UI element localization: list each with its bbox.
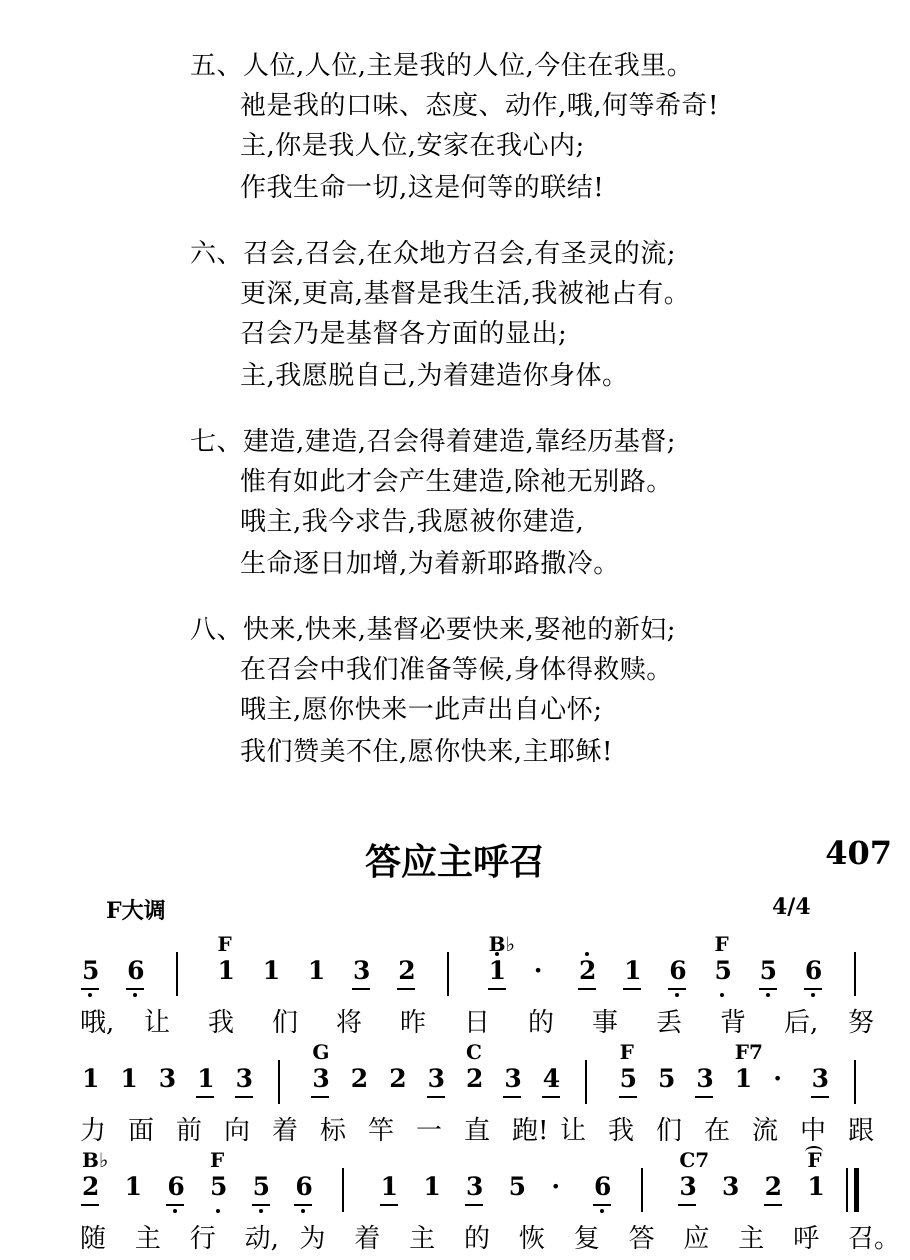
note: 5: [252, 1172, 271, 1201]
note: 3: [312, 1064, 330, 1093]
note: 6: [127, 956, 145, 985]
eighth-underline: [695, 1096, 713, 1098]
fermata-icon: [805, 1146, 823, 1158]
eighth-underline: [668, 988, 686, 990]
lyric-syllable: 前: [176, 1116, 203, 1146]
note: 5: [759, 956, 778, 985]
note: 6: [167, 1172, 185, 1201]
lyric-syllable: 主: [738, 1224, 765, 1254]
lyric-syllable: 我: [608, 1116, 635, 1146]
lyric-syllable: 将: [336, 1008, 363, 1038]
lyric-syllable: 竿: [368, 1116, 395, 1146]
note: 2: [350, 1064, 369, 1093]
lyric-syllable: 复: [573, 1224, 600, 1254]
octave-dot-below: [811, 993, 815, 997]
lyric-syllable: 们: [656, 1116, 683, 1146]
eighth-underline: [764, 1204, 782, 1206]
lyric-syllable: 面: [128, 1116, 155, 1146]
chord-symbol: C: [466, 1040, 482, 1064]
verse-7-line-1: 七、建造,建造,召会得着建造,靠经历基督;: [190, 427, 677, 457]
lyric-syllable: 力: [80, 1116, 107, 1146]
note: 3: [811, 1064, 829, 1093]
eighth-underline: [235, 1096, 253, 1098]
eighth-underline: [126, 988, 144, 990]
eighth-underline: [578, 988, 596, 990]
lyric-syllable: 让: [560, 1116, 587, 1146]
barline: [176, 952, 178, 996]
verse-5-line-1: 五、人位,人位,主是我的人位,今住在我里。: [190, 51, 694, 81]
octave-dot-below: [301, 1209, 305, 1213]
note: 1: [807, 1172, 825, 1201]
eighth-underline: [593, 1204, 611, 1206]
final-barline: [854, 1168, 859, 1212]
lyric-syllable: 主: [409, 1224, 436, 1254]
octave-dot-below: [216, 1209, 220, 1213]
lyric-syllable: 后,: [784, 1008, 819, 1038]
note: 3: [722, 1172, 740, 1201]
eighth-underline: [166, 1204, 184, 1206]
verse-6-line-4: 主,我愿脱自己,为着建造你身体。: [240, 361, 629, 391]
lyric-syllable: 中: [800, 1116, 827, 1146]
note: 1: [82, 1064, 100, 1093]
verse-6-line-2: 更深,更高,基督是我生活,我被祂占有。: [240, 279, 691, 309]
note: 1: [120, 1064, 138, 1093]
final-barline-thin: [846, 1168, 848, 1212]
chord-symbol: F: [714, 932, 729, 956]
verse-7-line-2: 惟有如此才会产生建造,除祂无别路。: [240, 467, 673, 497]
note: 5: [658, 1064, 676, 1093]
dot-extension: ·: [551, 1172, 561, 1201]
eighth-underline: [397, 988, 415, 990]
verse-5-line-2: 祂是我的口味、态度、动作,哦,何等希奇!: [240, 91, 719, 121]
barline: [854, 952, 856, 996]
note: 1: [307, 956, 326, 985]
note: 1: [624, 956, 642, 985]
lyric-syllable: 流: [752, 1116, 779, 1146]
eighth-underline: [759, 988, 777, 990]
note: 3: [353, 956, 371, 985]
lyric-syllable: 呼: [793, 1224, 820, 1254]
eighth-underline: [380, 1204, 398, 1206]
octave-dot-above: [585, 952, 589, 956]
note: 2: [764, 1172, 783, 1201]
hymn-number: 407: [825, 834, 892, 872]
lyric-syllable: 着: [354, 1224, 381, 1254]
eighth-underline: [427, 1096, 445, 1098]
lyric-syllable: 向: [224, 1116, 251, 1146]
note: 6: [594, 1172, 612, 1201]
eighth-underline: [623, 988, 641, 990]
eighth-underline: [804, 988, 822, 990]
hymn-title: 答应主呼召: [364, 842, 545, 883]
eighth-underline: [352, 988, 370, 990]
eighth-underline: [503, 1096, 521, 1098]
note: 6: [669, 956, 687, 985]
note: 1: [262, 956, 281, 985]
chord-symbol: F: [210, 1148, 225, 1172]
lyric-syllable: 为: [299, 1224, 326, 1254]
verse-6-line-1: 六、召会,召会,在众地方召会,有圣灵的流;: [190, 239, 677, 269]
chord-symbol: G: [312, 1040, 330, 1064]
lyric-syllable: 的: [528, 1008, 555, 1038]
eighth-underline: [542, 1096, 560, 1098]
lyric-syllable: 跟: [848, 1116, 875, 1146]
octave-dot-below: [766, 993, 770, 997]
chord-symbol: F: [807, 1148, 822, 1172]
note: 5: [508, 1172, 527, 1201]
verse-8-line-1: 八、快来,快来,基督必要快来,娶祂的新妇;: [190, 615, 677, 645]
lyric-syllable: 直: [464, 1116, 491, 1146]
lyric-syllable: 们: [272, 1008, 299, 1038]
lyric-syllable: 背: [720, 1008, 747, 1038]
barline: [854, 1060, 856, 1104]
lyric-syllable: 事: [592, 1008, 619, 1038]
eighth-underline: [294, 1204, 312, 1206]
lyric-syllable: 答: [628, 1224, 655, 1254]
note: 1: [380, 1172, 399, 1201]
note: 2: [578, 956, 597, 985]
lyric-syllable: 让: [144, 1008, 171, 1038]
lyric-syllable: 随: [80, 1224, 107, 1254]
lyric-syllable: 一: [416, 1116, 443, 1146]
lyric-syllable: 日: [464, 1008, 491, 1038]
verse-6-line-3: 召会乃是基督各方面的显出;: [240, 319, 568, 349]
verse-5-line-3: 主,你是我人位,安家在我心内;: [240, 131, 585, 161]
key-signature: F大调: [106, 898, 166, 924]
note: 1: [197, 1064, 215, 1093]
note: 1: [734, 1064, 753, 1093]
eighth-underline: [196, 1096, 214, 1098]
barline: [641, 1168, 643, 1212]
octave-dot-below: [720, 993, 724, 997]
note: 2: [82, 1172, 100, 1201]
note: 2: [466, 1064, 484, 1093]
note: 5: [714, 956, 732, 985]
chord-symbol: C7: [679, 1148, 710, 1172]
eighth-underline: [811, 1096, 829, 1098]
lyric-syllable: 丢: [656, 1008, 683, 1038]
lyric-syllable: 恢: [518, 1224, 545, 1254]
chord-symbol: B♭: [82, 1148, 109, 1172]
lyric-syllable: 的: [464, 1224, 491, 1254]
note: 3: [427, 1064, 445, 1093]
lyric-syllable: 跑!: [512, 1116, 549, 1146]
lyric-syllable: 哦,: [80, 1008, 115, 1038]
note: 4: [542, 1064, 561, 1093]
octave-dot-below: [259, 1209, 263, 1213]
verse-8-line-2: 在召会中我们准备等候,身体得救赎。: [240, 655, 673, 685]
eighth-underline: [619, 1096, 637, 1098]
eighth-underline: [465, 1204, 483, 1206]
note: 5: [82, 956, 100, 985]
verse-8-line-3: 哦主,愿你快来一此声出自心怀;: [240, 695, 603, 725]
octave-dot-below: [133, 993, 137, 997]
verse-5-line-4: 作我生命一切,这是何等的联结!: [240, 173, 605, 203]
lyric-syllable: 行: [189, 1224, 216, 1254]
note: 3: [158, 1064, 177, 1093]
eighth-underline: [311, 1096, 329, 1098]
dot-extension: ·: [773, 1064, 782, 1093]
eighth-underline: [81, 1204, 99, 1206]
lyric-syllable: 应: [683, 1224, 710, 1254]
note: 1: [488, 956, 506, 985]
eighth-underline: [678, 1204, 696, 1206]
note: 2: [398, 956, 416, 985]
verse-7-line-4: 生命逐日加增,为着新耶路撒冷。: [240, 549, 620, 579]
octave-dot-below: [88, 993, 92, 997]
note: 1: [124, 1172, 143, 1201]
lyric-syllable: 昨: [400, 1008, 427, 1038]
chord-symbol: B♭: [488, 932, 515, 956]
verse-8-line-4: 我们赞美不住,愿你快来,主耶稣!: [240, 737, 613, 767]
barline: [447, 952, 449, 996]
eighth-underline: [488, 988, 506, 990]
lyric-syllable: 努: [848, 1008, 875, 1038]
octave-dot-below: [173, 1209, 177, 1213]
note: 1: [217, 956, 235, 985]
verse-7-line-3: 哦主,我今求告,我愿被你建造,: [240, 507, 585, 537]
lyric-syllable: 召。: [848, 1224, 901, 1254]
note: 3: [466, 1172, 484, 1201]
barline: [585, 1060, 587, 1104]
octave-dot-below: [600, 1209, 604, 1213]
note: 3: [504, 1064, 522, 1093]
barline: [278, 1060, 280, 1104]
note: 3: [696, 1064, 714, 1093]
octave-dot-below: [675, 993, 679, 997]
note: 6: [295, 1172, 313, 1201]
lyric-syllable: 主: [134, 1224, 161, 1254]
lyric-syllable: 我: [208, 1008, 235, 1038]
note: 5: [210, 1172, 228, 1201]
lyric-syllable: 在: [704, 1116, 731, 1146]
barline: [342, 1168, 344, 1212]
lyric-syllable: 动,: [244, 1224, 279, 1254]
note: 5: [619, 1064, 637, 1093]
note: 2: [389, 1064, 407, 1093]
note: 6: [804, 956, 823, 985]
dot-extension: ·: [533, 956, 543, 985]
chord-symbol: F7: [734, 1040, 763, 1064]
lyric-syllable: 着: [272, 1116, 299, 1146]
eighth-underline: [252, 1204, 270, 1206]
eighth-underline: [81, 988, 99, 990]
note: 3: [235, 1064, 253, 1093]
lyric-syllable: 标: [320, 1116, 347, 1146]
time-signature: 4/4: [772, 894, 811, 920]
chord-symbol: F: [619, 1040, 634, 1064]
note: 1: [423, 1172, 441, 1201]
note: 3: [679, 1172, 697, 1201]
chord-symbol: F: [217, 932, 232, 956]
